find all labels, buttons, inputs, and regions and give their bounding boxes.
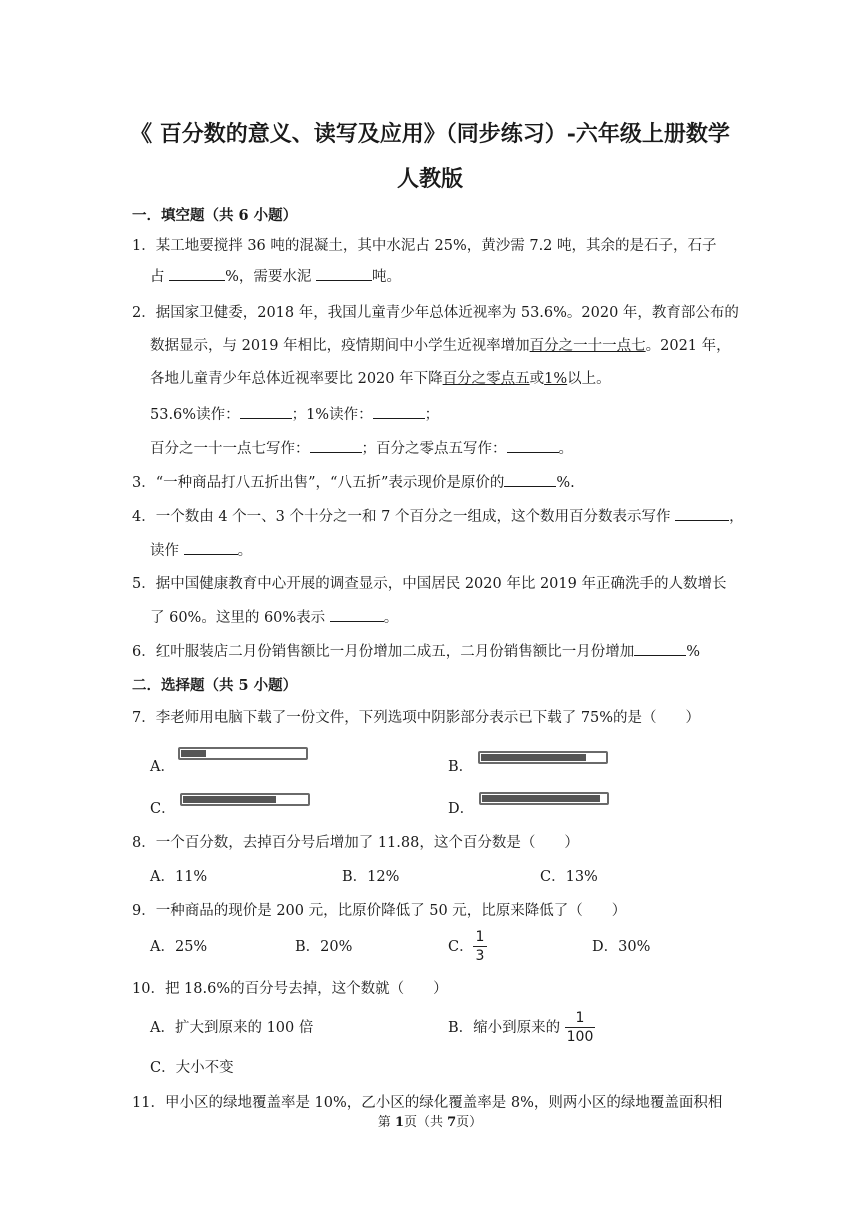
q10-fraction-denominator: 100 bbox=[566, 1029, 594, 1045]
q2-text-c: 各地儿童青少年总体近视率要比 2020 年下降 bbox=[150, 371, 443, 387]
q4-text-a: 4．一个数由 4 个一、3 个十分之一和 7 个百分之一组成，这个数用百分数表示写作 bbox=[132, 509, 676, 525]
title-line-2: 人教版 bbox=[396, 166, 463, 192]
q6-text-a: 6．红叶服装店二月份销售额比一月份增加二成五，二月份销售额比一月份增加 bbox=[132, 644, 635, 660]
q9-option-b[interactable]: B．20% bbox=[295, 939, 353, 955]
q5-line-1: 5．据中国健康教育中心开展的调查显示，中国居民 2020 年比 2019 年正确洗手的人数增长 bbox=[132, 576, 727, 592]
q10-stem: 10．把 18.6%的百分号去掉，这个数就（ ） bbox=[132, 981, 448, 997]
q5-line-2 bbox=[150, 607, 398, 628]
q4-blank-1[interactable] bbox=[675, 506, 729, 521]
q6-text-b: % bbox=[686, 644, 701, 660]
q7-option-c-label[interactable]: C． bbox=[150, 801, 176, 817]
q4-text-d: 。 bbox=[237, 543, 253, 559]
q7-option-d-fill bbox=[482, 795, 600, 802]
q3-line-1 bbox=[132, 472, 575, 493]
q2-underlined-3: 1% bbox=[544, 371, 568, 387]
q9-option-c-fraction bbox=[473, 929, 487, 964]
q2-blank-4[interactable] bbox=[507, 438, 559, 453]
q1-text-a: 占 bbox=[150, 269, 170, 285]
q2-text-b: 。2021 年， bbox=[645, 338, 731, 354]
section-fill-blank-heading: 一．填空题（共 6 小题） bbox=[132, 207, 298, 224]
q2-line-4 bbox=[150, 404, 439, 425]
q1-text-b: %，需要水泥 bbox=[225, 269, 316, 285]
q7-option-a-label[interactable]: A． bbox=[150, 759, 175, 775]
q9-stem: 9．一种商品的现价是 200 元，比原价降低了 50 元，比原来降低了（ ） bbox=[132, 903, 627, 919]
q1-blank-1[interactable] bbox=[169, 266, 225, 281]
footer-total-pages: 7 bbox=[447, 1115, 457, 1130]
q5-blank[interactable] bbox=[330, 607, 384, 622]
q5-text-b: 。 bbox=[383, 610, 399, 626]
q11-line-1: 11．甲小区的绿地覆盖率是 10%，乙小区的绿化覆盖率是 8%，则两小区的绿地覆盖面积相 bbox=[132, 1095, 723, 1111]
q2-underlined-2: 百分之零点五 bbox=[442, 371, 530, 387]
q3-text-a: 3．“一种商品打八五折出售”，“八五折”表示现价是原价的 bbox=[132, 475, 505, 491]
q10-option-a[interactable]: A．扩大到原来的 100 倍 bbox=[150, 1020, 314, 1036]
q9-fraction-denominator: 3 bbox=[475, 948, 485, 964]
q2-blank-3[interactable] bbox=[310, 438, 362, 453]
q6-line-1 bbox=[132, 641, 700, 662]
q5-text-a: 了 60%。这里的 60%表示 bbox=[150, 610, 330, 626]
q7-option-c-fill bbox=[183, 796, 276, 803]
q2-text-e: 以上。 bbox=[567, 371, 611, 387]
footer-text-c: 页） bbox=[456, 1115, 483, 1130]
q3-text-b: %. bbox=[556, 475, 575, 491]
q8-option-b[interactable]: B．12% bbox=[342, 869, 400, 885]
q2-text-j: ；百分之零点五写作： bbox=[361, 441, 507, 457]
q2-text-f: 53.6%读作： bbox=[150, 407, 240, 423]
q4-line-1 bbox=[132, 506, 744, 527]
q2-text-k: 。 bbox=[558, 441, 573, 457]
q2-line-3 bbox=[150, 369, 611, 389]
q8-option-a[interactable]: A．11% bbox=[150, 869, 208, 885]
q7-option-a-progress-bar[interactable] bbox=[178, 747, 308, 760]
q2-blank-1[interactable] bbox=[240, 404, 292, 419]
q7-option-b-label[interactable]: B． bbox=[448, 759, 474, 775]
q10-option-c[interactable]: C．大小不变 bbox=[150, 1060, 234, 1076]
q10-fraction-bar bbox=[565, 1027, 595, 1028]
q2-text-d: 或 bbox=[529, 371, 545, 387]
q10-option-b[interactable]: B．缩小到原来的 bbox=[448, 1020, 561, 1036]
q9-option-d[interactable]: D．30% bbox=[592, 939, 651, 955]
q7-option-b-fill bbox=[481, 754, 586, 761]
q9-option-a[interactable]: A．25% bbox=[150, 939, 208, 955]
q2-text-g: ；1%读作： bbox=[291, 407, 373, 423]
q2-text-i: 百分之一十一点七写作： bbox=[150, 441, 310, 457]
q9-option-c[interactable]: C． bbox=[448, 939, 474, 955]
q2-text-h: ； bbox=[424, 407, 440, 423]
q1-blank-2[interactable] bbox=[316, 266, 372, 281]
q2-line-1: 2．据国家卫健委，2018 年，我国儿童青少年总体近视率为 53.6%。2020 年，教育部公布的 bbox=[132, 305, 739, 321]
q8-stem: 8．一个百分数，去掉百分号后增加了 11.88，这个百分数是（ ） bbox=[132, 835, 579, 851]
q2-text-a: 数据显示，与 2019 年相比，疫情期间中小学生近视率增加 bbox=[150, 338, 530, 354]
q7-option-c-progress-bar[interactable] bbox=[180, 793, 310, 806]
section-multiple-choice-heading: 二．选择题（共 5 小题） bbox=[132, 677, 298, 694]
q4-text-b: ， bbox=[729, 509, 744, 525]
q9-fraction-bar bbox=[473, 946, 487, 947]
q2-line-2 bbox=[150, 336, 731, 356]
q7-option-d-label[interactable]: D． bbox=[448, 801, 475, 817]
q10-option-b-fraction bbox=[565, 1010, 595, 1045]
page-footer bbox=[0, 1111, 860, 1130]
q9-fraction-numerator: 1 bbox=[475, 929, 485, 945]
footer-page-number: 1 bbox=[394, 1115, 404, 1130]
q7-stem: 7．李老师用电脑下载了一份文件，下列选项中阴影部分表示已下载了 75%的是（ ） bbox=[132, 710, 701, 726]
q8-option-c[interactable]: C．13% bbox=[540, 869, 598, 885]
q4-text-c: 读作 bbox=[150, 543, 184, 559]
q1-text-c: 吨。 bbox=[372, 269, 401, 285]
q3-blank[interactable] bbox=[504, 472, 556, 487]
q1-line-1: 1．某工地要搅拌 36 吨的混凝土，其中水泥占 25%，黄沙需 7.2 吨，其余的是石子，石子 bbox=[132, 238, 717, 254]
q4-line-2 bbox=[150, 540, 252, 561]
q6-blank[interactable] bbox=[634, 641, 686, 656]
q10-fraction-numerator: 1 bbox=[575, 1010, 585, 1026]
footer-text-b: 页（共 bbox=[403, 1115, 448, 1130]
footer-text-a: 第 bbox=[377, 1115, 395, 1130]
title-line-1: 《 百分数的意义、读写及应用》（同步练习）-六年级上册数学 bbox=[130, 121, 730, 147]
q1-line-2 bbox=[150, 266, 401, 287]
q7-option-a-fill bbox=[181, 750, 206, 757]
q2-underlined-1: 百分之一十一点七 bbox=[529, 338, 646, 354]
q2-blank-2[interactable] bbox=[373, 404, 425, 419]
q2-line-5 bbox=[150, 438, 573, 459]
q7-option-d-progress-bar[interactable] bbox=[479, 792, 609, 805]
q4-blank-2[interactable] bbox=[184, 540, 238, 555]
q7-option-b-progress-bar[interactable] bbox=[478, 751, 608, 764]
